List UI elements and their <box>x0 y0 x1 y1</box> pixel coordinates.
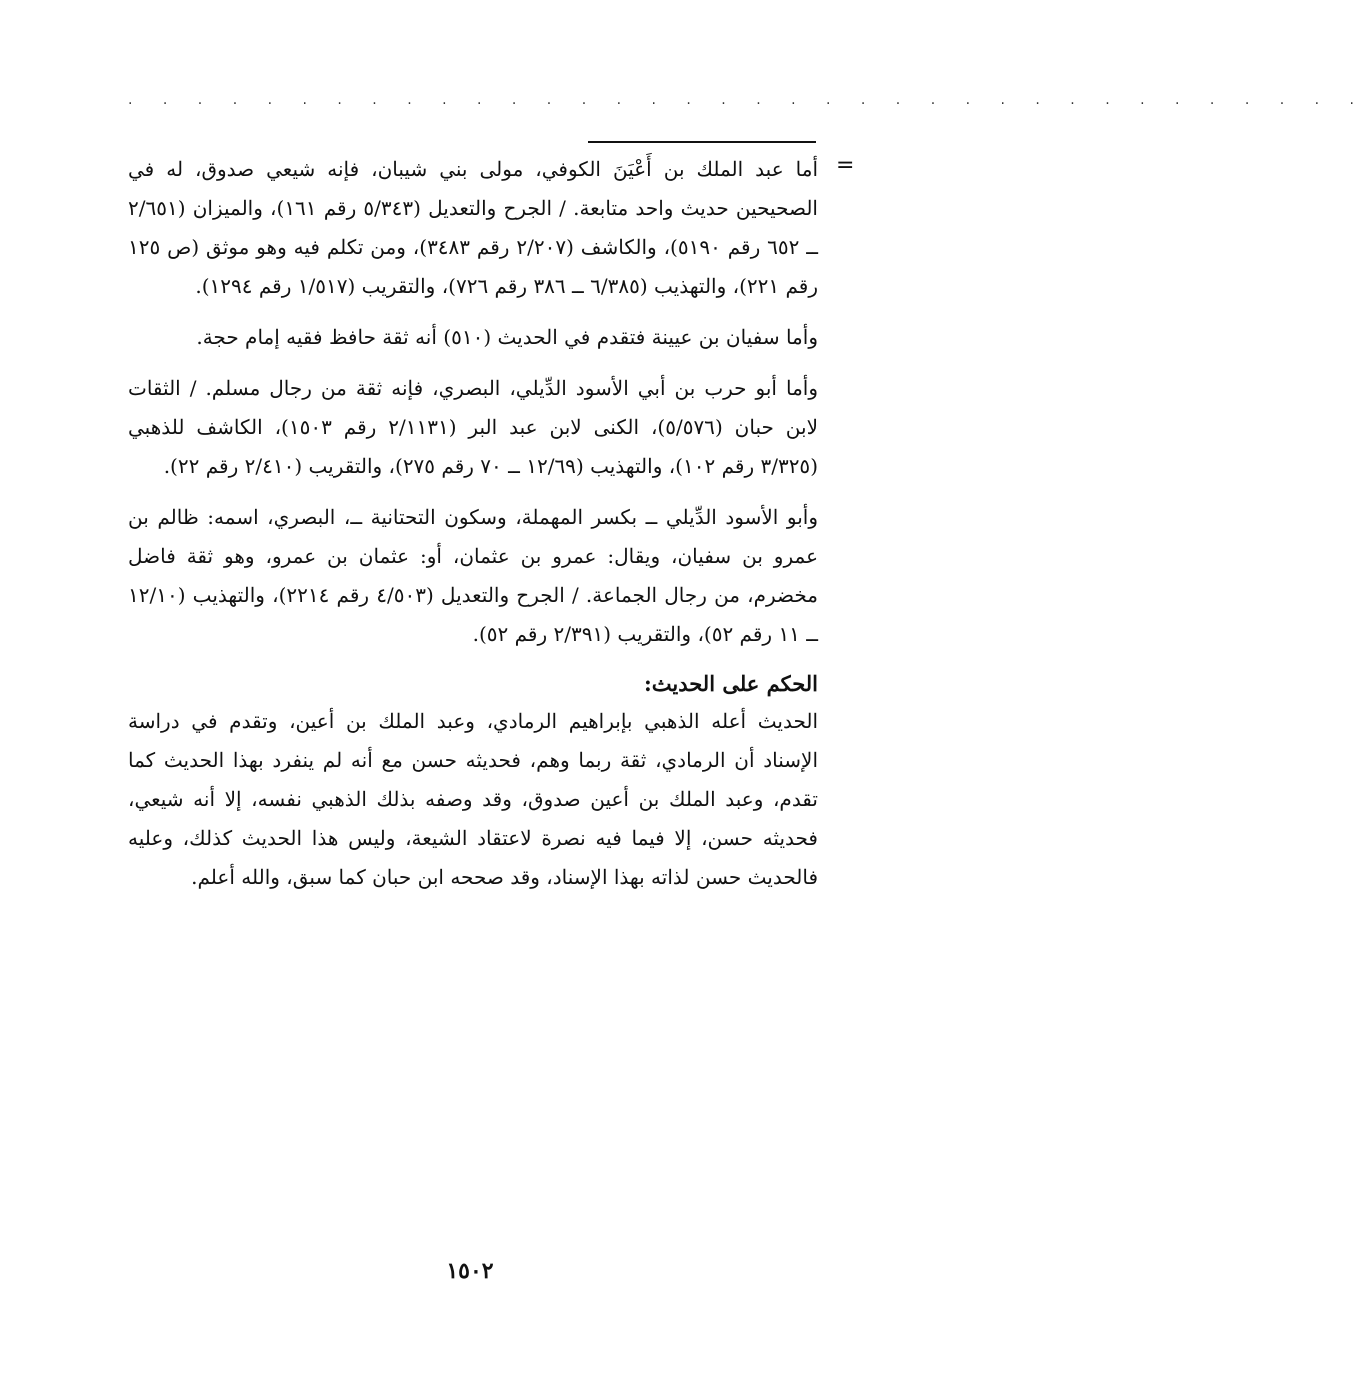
paragraph-abd-al-malik: أما عبد الملك بن أَعْيَنَ الكوفي، مولى بني شيبان، فإنه شيعي صدوق، له في الصحيحين حديث واحد متابعة. / الجرح والتعديل (٥/٣٤٣ رقم ١٦١)، والميزان (٢/٦٥١ ــ ٦٥٢ رقم ٥١٩٠)، والكاشف (٢/٢٠٧ رقم ٣٤٨٣)، ومن تكلم فيه وهو موثق (ص ١٢٥ رقم ٢٢١)، والتهذيب (٦/٣٨٥ ــ ٣٨٦ رقم ٧٢٦)، والتقريب (١/٥١٧ رقم ١٢٩٤). <box>128 157 819 298</box>
ruling-paragraph: الحديث أعله الذهبي بإبراهيم الرمادي، وعبد الملك بن أعين، وتقدم في دراسة الإسناد أن الرمادي، ثقة ربما وهم، فحديثه حسن مع أنه لم ينفرد بهذا الحديث كما تقدم، وعبد الملك بن أعين صدوق، وقد وصفه بذلك الذهبي نفسه، إلا أنه شيعي، فحديثه حسن، إلا فيما فيه نصرة لاعتقاد الشيعة، وليس هذا الحديث كذلك، وعليه فالحديث حسن لذاته بهذا الإسناد، وقد صححه ابن حبان كما سبق، والله أعلم. <box>128 709 818 889</box>
page-number: ١٥٠٢ <box>446 1258 494 1284</box>
page-body <box>128 150 818 909</box>
continuation-mark: = <box>836 153 855 178</box>
paragraph-abu-al-aswad: وأبو الأسود الدِّيلي ــ بكسر المهملة، وسكون التحتانية ــ، البصري، اسمه: ظالم بن عمرو بن سفيان، ويقال: عمرو بن عثمان، أو: عثمان بن عمرو، وهو ثقة فاضل مخضرم، من رجال الجماعة. / الجرح والتعديل (٤/٥٠٣ رقم ٢٢١٤)، والتهذيب (١٢/١٠ ــ ١١ رقم ٥٢)، والتقريب (٢/٣٩١ رقم ٥٢). <box>128 505 819 646</box>
footnote-rule <box>588 141 816 143</box>
separator-dots: · · · · · · · · · · · · · · · · · · · · · · · · · · · · · · · · · · · · <box>128 96 1367 112</box>
paragraph-abu-harb: وأما أبو حرب بن أبي الأسود الدِّيلي، البصري، فإنه ثقة من رجال مسلم. / الثقات لابن حبان (٥/٥٧٦)، الكنى لابن عبد البر (٢/١١٣١ رقم ١٥٠٣)، الكاشف للذهبي (٣/٣٢٥ رقم ١٠٢)، والتهذيب (١٢/٦٩ ــ ٧٠ رقم ٢٧٥)، والتقريب (٢/٤١٠ رقم ٢٢). <box>128 376 818 478</box>
ruling-heading: الحكم على الحديث: <box>644 671 818 696</box>
paragraph-sufyan: وأما سفيان بن عيينة فتقدم في الحديث (٥١٠) أنه ثقة حافظ فقيه إمام حجة. <box>196 325 818 349</box>
